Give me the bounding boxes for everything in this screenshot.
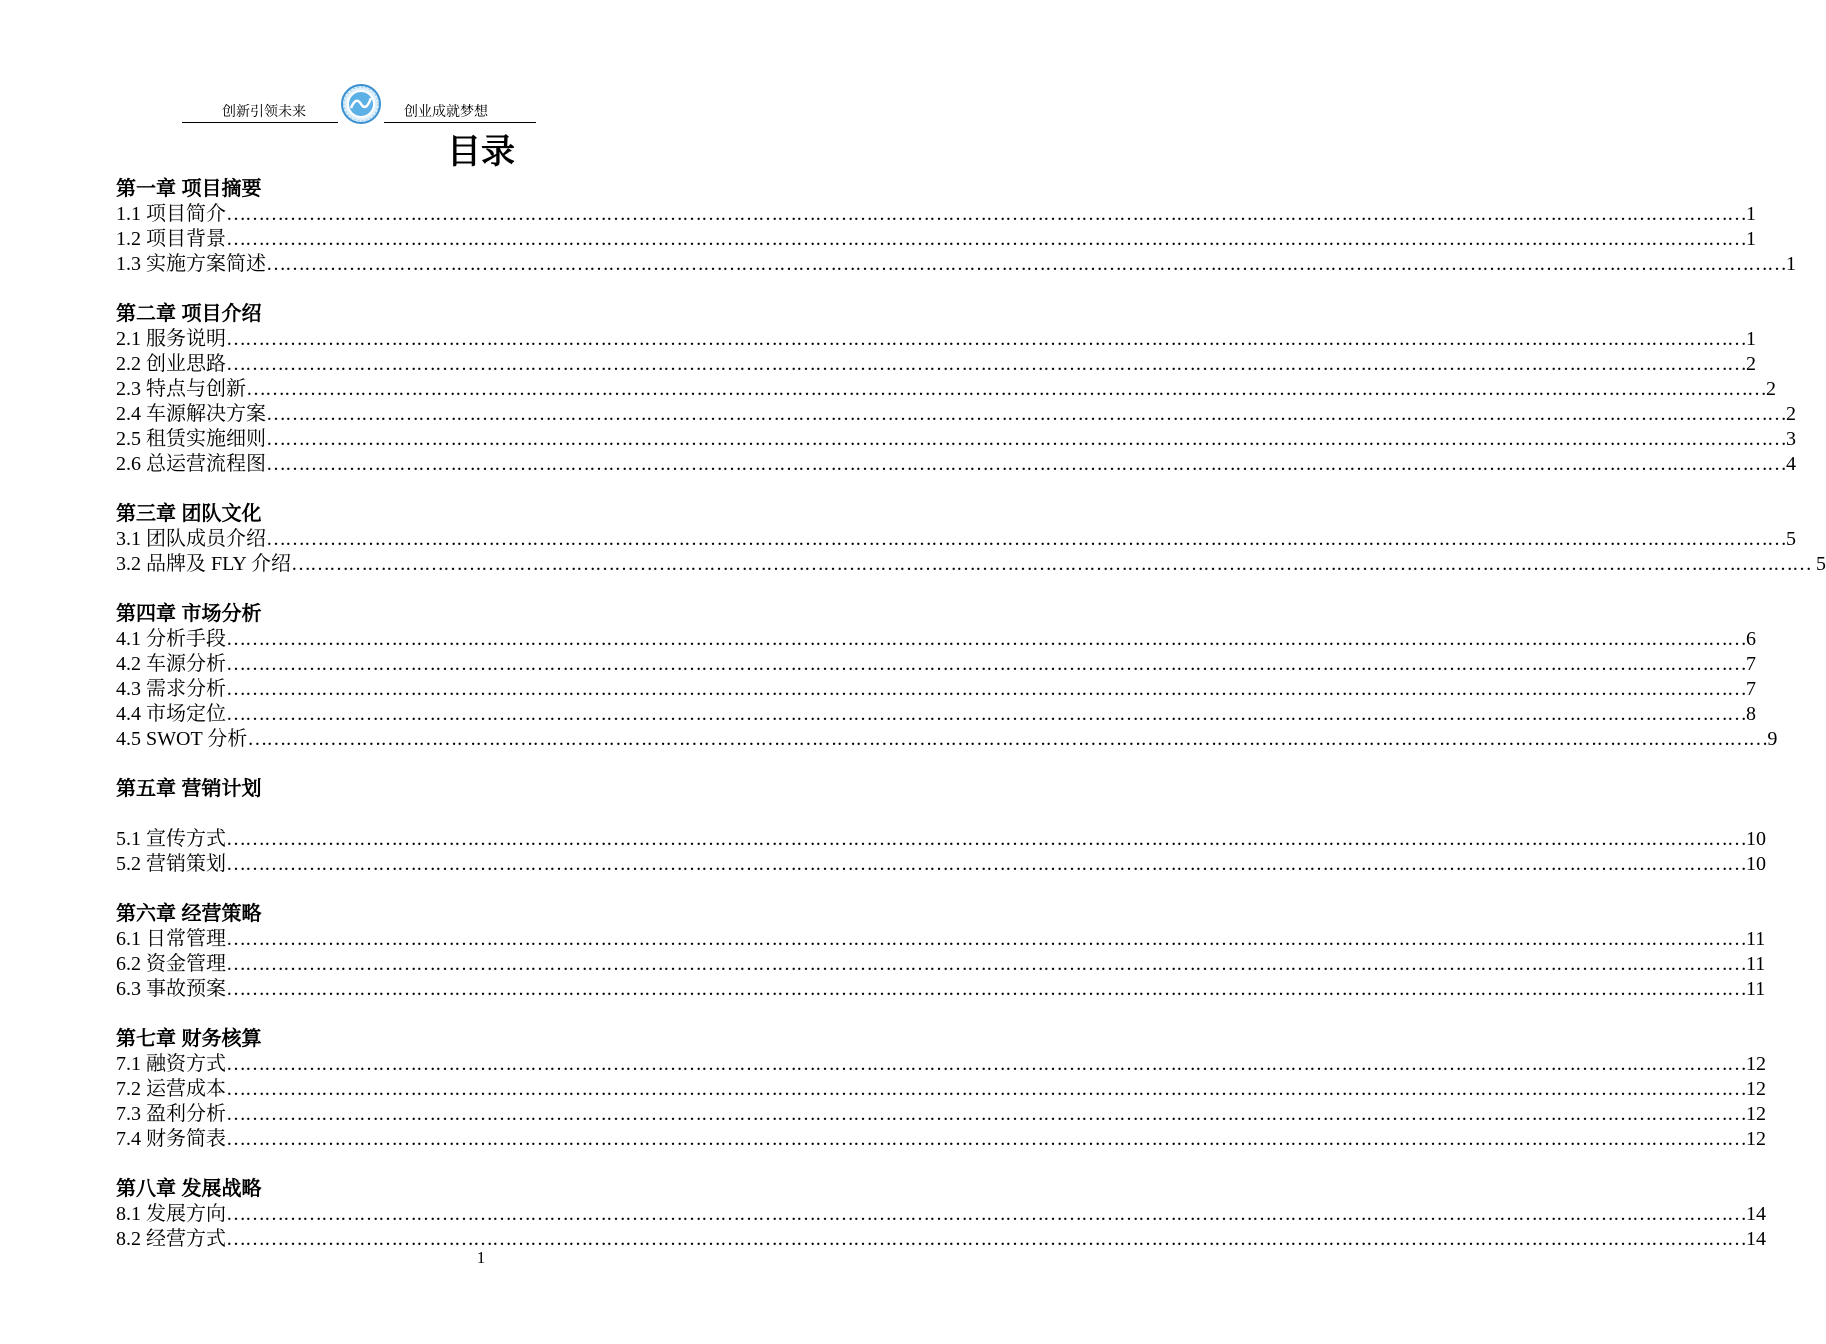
toc-entry-label: 6.1 日常管理: [116, 928, 226, 950]
toc-entry-page: 12: [1746, 1078, 1766, 1100]
toc-dot-leader: ……………………………………………………………………………………………………………………………………………………………………………………………………………………: [266, 253, 1786, 275]
toc-entry[interactable]: [116, 377, 1776, 402]
toc-entry-page: 2: [1766, 378, 1776, 400]
toc-dot-leader: ……………………………………………………………………………………………………………………………………………………………………………………………………………………: [226, 953, 1746, 975]
toc-dot-leader: ……………………………………………………………………………………………………………………………………………………………………………………………………………………: [226, 1203, 1746, 1225]
toc-entry[interactable]: [116, 652, 1756, 677]
toc-entry-label: 4.3 需求分析: [116, 678, 226, 700]
toc-entry[interactable]: [116, 327, 1756, 352]
page-title: 目录: [447, 133, 515, 171]
toc-entry[interactable]: [116, 527, 1796, 552]
toc-dot-leader: ……………………………………………………………………………………………………………………………………………………………………………………………………………………: [247, 728, 1768, 750]
toc-entry[interactable]: [116, 1202, 1766, 1227]
toc-dot-leader: ……………………………………………………………………………………………………………………………………………………………………………………………………………………: [226, 328, 1746, 350]
toc-entry[interactable]: [116, 852, 1766, 877]
page-number: 1: [476, 1248, 486, 1267]
toc-dot-leader: ……………………………………………………………………………………………………………………………………………………………………………………………………………………: [266, 403, 1786, 425]
toc-entry-page: 11: [1746, 953, 1766, 975]
toc-dot-leader: ……………………………………………………………………………………………………………………………………………………………………………………………………………………: [226, 653, 1746, 675]
toc-dot-leader: ……………………………………………………………………………………………………………………………………………………………………………………………………………………: [266, 528, 1786, 550]
toc-entry[interactable]: [116, 1127, 1766, 1152]
toc-entry[interactable]: [116, 1077, 1766, 1102]
toc-entry[interactable]: [116, 552, 1826, 577]
toc-dot-leader: ……………………………………………………………………………………………………………………………………………………………………………………………………………………: [226, 228, 1746, 250]
toc-entry-label: 2.5 租赁实施细则: [116, 428, 266, 450]
toc-entry-page: 1: [1786, 253, 1796, 275]
toc-entry-label: 8.1 发展方向: [116, 1203, 226, 1225]
toc-dot-leader: ……………………………………………………………………………………………………………………………………………………………………………………………………………………: [266, 428, 1786, 450]
toc-dot-leader: ……………………………………………………………………………………………………………………………………………………………………………………………………………………: [226, 203, 1746, 225]
toc-entry[interactable]: [116, 352, 1756, 377]
toc-entry[interactable]: [116, 827, 1766, 852]
toc-entry-label: 2.6 总运营流程图: [116, 453, 266, 475]
toc-dot-leader: ……………………………………………………………………………………………………………………………………………………………………………………………………………………: [226, 1078, 1746, 1100]
chapter-spacer: [116, 752, 836, 777]
toc-entry-page: 12: [1746, 1103, 1766, 1125]
toc-entry[interactable]: [116, 727, 1778, 752]
toc-entry-page: 14: [1746, 1203, 1766, 1225]
toc-chapter-heading[interactable]: 第一章 项目摘要: [116, 178, 262, 200]
toc-entry[interactable]: [116, 452, 1796, 477]
toc-entry-page: 12: [1746, 1128, 1766, 1150]
toc-entry-page: 14: [1746, 1228, 1766, 1250]
toc-entry[interactable]: [116, 677, 1756, 702]
toc-entry[interactable]: [116, 627, 1756, 652]
toc-dot-leader: ……………………………………………………………………………………………………………………………………………………………………………………………………………………: [226, 628, 1746, 650]
toc-entry-page: 6: [1746, 628, 1756, 650]
toc-entry[interactable]: [116, 952, 1766, 977]
toc-chapter-heading[interactable]: 第七章 财务核算: [116, 1028, 262, 1050]
toc-entry-page: 5: [1811, 553, 1826, 575]
toc-entry[interactable]: [116, 702, 1756, 727]
toc-entry-page: 2: [1786, 403, 1796, 425]
toc-dot-leader: ……………………………………………………………………………………………………………………………………………………………………………………………………………………: [291, 553, 1812, 575]
toc-entry-page: 4: [1786, 453, 1796, 475]
toc-entry-page: 3: [1786, 428, 1796, 450]
toc-entry-page: 7: [1746, 653, 1756, 675]
toc-entry-label: 6.2 资金管理: [116, 953, 226, 975]
toc-chapter-heading[interactable]: 第八章 发展战略: [116, 1178, 262, 1200]
toc-entry[interactable]: [116, 252, 1796, 277]
toc-entry-label: 7.1 融资方式: [116, 1053, 226, 1075]
toc-entry-page: 5: [1786, 528, 1796, 550]
toc-entry-page: 10: [1746, 828, 1766, 850]
page-header: [182, 84, 536, 124]
toc-chapter-heading[interactable]: 第三章 团队文化: [116, 503, 262, 525]
toc-dot-leader: ……………………………………………………………………………………………………………………………………………………………………………………………………………………: [226, 1053, 1746, 1075]
toc-entry[interactable]: [116, 1102, 1766, 1127]
toc-entry[interactable]: [116, 227, 1756, 252]
toc-entry-page: 11: [1746, 928, 1766, 950]
toc-entry-label: 3.2 品牌及 FLY 介绍: [116, 553, 292, 575]
toc-entry-page: 2: [1746, 353, 1756, 375]
toc-entry-page: 11: [1746, 978, 1766, 1000]
toc-entry-label: 2.2 创业思路: [116, 353, 226, 375]
toc-entry-page: 8: [1746, 703, 1756, 725]
chapter-spacer: [116, 877, 836, 902]
toc-entry-label: 7.4 财务简表: [116, 1128, 226, 1150]
toc-dot-leader: ……………………………………………………………………………………………………………………………………………………………………………………………………………………: [226, 353, 1746, 375]
toc-dot-leader: ……………………………………………………………………………………………………………………………………………………………………………………………………………………: [226, 853, 1746, 875]
toc-entry-label: 4.2 车源分析: [116, 653, 226, 675]
toc-entry-label: 1.1 项目简介: [116, 203, 226, 225]
toc-entry-page: 10: [1746, 853, 1766, 875]
toc-entry-page: 12: [1746, 1053, 1766, 1075]
toc-entry[interactable]: [116, 927, 1766, 952]
toc-entry-page: 1: [1746, 228, 1756, 250]
toc-entry-label: 4.1 分析手段: [116, 628, 226, 650]
slogan-right: 创业成就梦想: [384, 104, 536, 123]
toc-chapter-heading[interactable]: 第二章 项目介绍: [116, 303, 262, 325]
toc-entry-label: 1.3 实施方案简述: [116, 253, 266, 275]
toc-entry[interactable]: [116, 977, 1766, 1002]
toc-entry[interactable]: [116, 202, 1756, 227]
toc-chapter-heading[interactable]: 第四章 市场分析: [116, 603, 262, 625]
toc-dot-leader: ……………………………………………………………………………………………………………………………………………………………………………………………………………………: [226, 828, 1746, 850]
toc-entry-label: 7.3 盈利分析: [116, 1103, 226, 1125]
toc-dot-leader: ……………………………………………………………………………………………………………………………………………………………………………………………………………………: [226, 978, 1746, 1000]
toc-entry-page: 1: [1746, 203, 1756, 225]
toc-entry-label: 8.2 经营方式: [116, 1228, 226, 1250]
toc-entry-label: 4.4 市场定位: [116, 703, 226, 725]
toc-dot-leader: ……………………………………………………………………………………………………………………………………………………………………………………………………………………: [226, 1128, 1746, 1150]
toc-dot-leader: ……………………………………………………………………………………………………………………………………………………………………………………………………………………: [226, 1228, 1746, 1250]
chapter-spacer: [116, 802, 836, 827]
toc-entry-label: 1.2 项目背景: [116, 228, 226, 250]
chapter-spacer: [116, 277, 836, 302]
chapter-spacer: [116, 477, 836, 502]
toc-entry-page: 1: [1746, 328, 1756, 350]
table-of-contents: [116, 177, 1826, 1252]
toc-dot-leader: ……………………………………………………………………………………………………………………………………………………………………………………………………………………: [226, 928, 1746, 950]
chapter-spacer: [116, 1152, 836, 1177]
toc-chapter-heading[interactable]: 第五章 营销计划: [116, 778, 262, 800]
toc-entry-label: 3.1 团队成员介绍: [116, 528, 266, 550]
toc-entry-label: 4.5 SWOT 分析: [116, 728, 248, 750]
university-emblem-icon: [338, 84, 384, 124]
toc-dot-leader: ……………………………………………………………………………………………………………………………………………………………………………………………………………………: [246, 378, 1766, 400]
toc-dot-leader: ……………………………………………………………………………………………………………………………………………………………………………………………………………………: [226, 1103, 1746, 1125]
chapter-spacer: [116, 1002, 836, 1027]
toc-dot-leader: ……………………………………………………………………………………………………………………………………………………………………………………………………………………: [266, 453, 1786, 475]
toc-entry[interactable]: [116, 402, 1796, 427]
toc-entry-label: 5.2 营销策划: [116, 853, 226, 875]
chapter-spacer: [116, 577, 836, 602]
toc-entry-label: 7.2 运营成本: [116, 1078, 226, 1100]
toc-chapter-heading[interactable]: 第六章 经营策略: [116, 903, 262, 925]
slogan-left: 创新引领未来: [182, 104, 338, 123]
toc-entry-label: 2.3 特点与创新: [116, 378, 246, 400]
toc-dot-leader: ……………………………………………………………………………………………………………………………………………………………………………………………………………………: [226, 678, 1746, 700]
toc-entry-label: 2.1 服务说明: [116, 328, 226, 350]
toc-entry-label: 2.4 车源解决方案: [116, 403, 266, 425]
toc-entry[interactable]: [116, 1052, 1766, 1077]
toc-entry-page: 7: [1746, 678, 1756, 700]
toc-dot-leader: ……………………………………………………………………………………………………………………………………………………………………………………………………………………: [226, 703, 1746, 725]
toc-entry-label: 5.1 宣传方式: [116, 828, 226, 850]
toc-entry-page: 9: [1767, 728, 1778, 750]
toc-entry-label: 6.3 事故预案: [116, 978, 226, 1000]
toc-entry[interactable]: [116, 427, 1796, 452]
